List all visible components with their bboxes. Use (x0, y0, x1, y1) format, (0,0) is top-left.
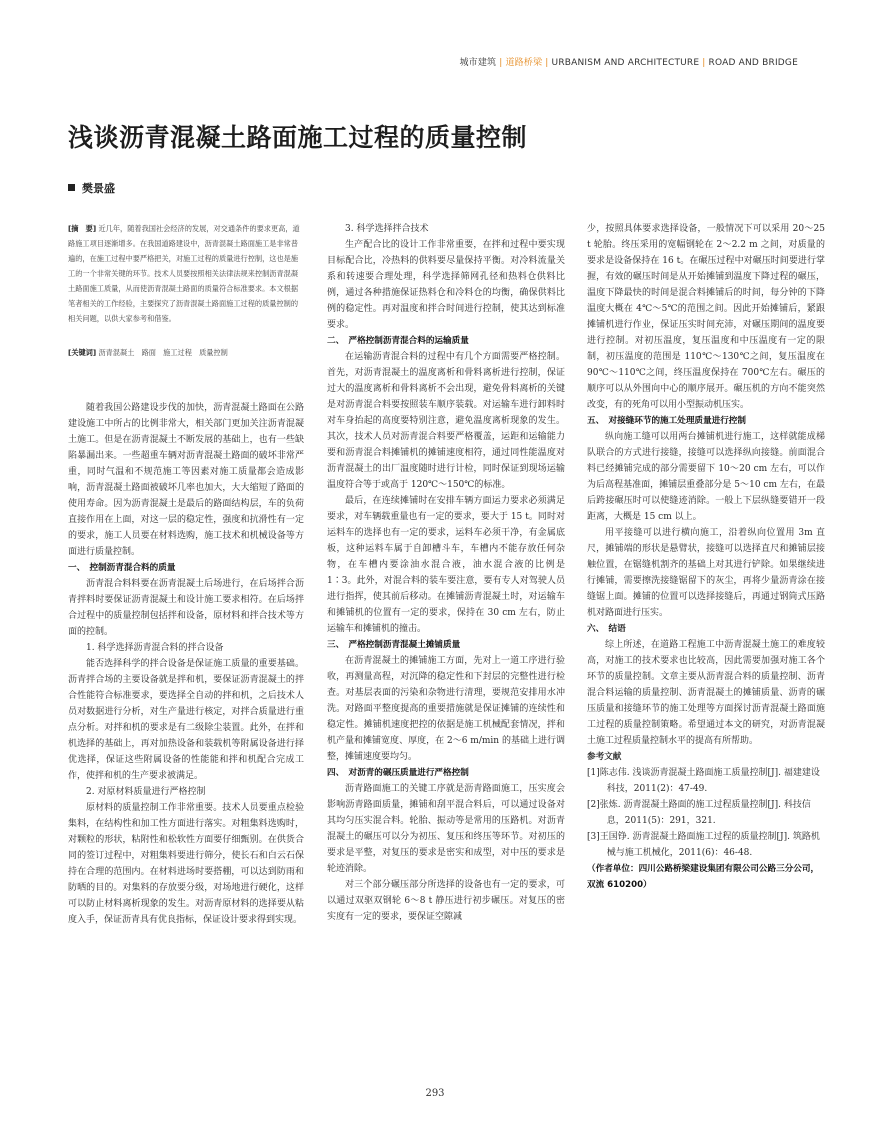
author-line (68, 180, 115, 196)
page-number: 293 (425, 1088, 445, 1099)
subheading-1-2: 2. 对原材料质量进行严格控制 (86, 787, 206, 797)
header-divider: | (499, 58, 503, 68)
paragraph-5a: 纵向施工缝可以用两台摊铺机进行施工，这样就能成梯队联合的方式进行接缝，接缝可以选择纵向接缝。前面混合料已经摊铺完成的部分需要留下 10～20 cm 左右，可以作为后高程基准面，摊铺层重叠部分是 5～10 cm 左右，在最后跨接碾压时可以使缝迹消除。一般上下层纵缝要错开一段距离，大概是 15 cm 以上。 (587, 432, 825, 522)
references-heading: 参考文献 (587, 752, 622, 762)
paragraph-intro: 随着我国公路建设步伐的加快，沥青混凝土路面在公路建设施工中所占的比例非常大，相关部门更加关注沥青混凝土施工。但是在沥青混凝土不断发展的基础上，也有一些缺陷暴漏出来。一些超重车辆对沥青混凝土路面的破坏非常严重，同时气温和不规范施工等因素对施工质量都会造成影响，沥青混凝土路面被破坏几率也加大，大大缩短了路面的使用寿命。因为沥青混凝土是最后的路面结构层，车的负荷直接作用在上面，对这一层的稳定性，强度和抗滑性有一定的要求，施工人员要在材料选购，施工技术和机械设备等方面进行质量控制。 (68, 403, 304, 557)
subheading-1-3: 3. 科学选择拌合技术 (345, 224, 429, 234)
section-heading-3: 三、 严格控制沥青混凝土摊铺质量 (327, 640, 461, 650)
reference-item: [3]王国铮. 沥青混凝土路面施工过程的质量控制[J]. 筑路机械与施工机械化，2011(6)：46-48. (587, 832, 820, 858)
abstract-text: 近几年，随着我国社会经济的发展，对交通条件的要求更高，道路施工项目逐渐增多。在我国道路建设中，沥青混凝土路面施工是非常普遍的，在施工过程中要严格把关，对施工过程的质量进行控制，这也是施工的一个非常关键的环节。技术人员要按照相关法律法规来控制沥青混凝土路面施工质量，从而使沥青混凝土路面的质量符合标准要求。本文根据笔者相关的工作经验，主要探究了沥青混凝土路面施工过程的质量控制的相关问题，以供大家参考和借鉴。 (68, 224, 300, 323)
paragraph-4a: 沥青路面施工的关键工序就是沥青路面施工，压实度会影响沥青路面质量，摊铺和刮平混合料后，可以通过设备对其均匀压实混合料。轮胎、振动等是常用的压路机。对沥青混凝土的碾压可以分为初压、复压和终压等环节。对初压的要求是平整，对复压的要求是密实和成型，对中压的要求是轮迹消除。 (327, 784, 565, 874)
keywords-text: 沥青混凝土 路面 施工过程 质量控制 (98, 348, 228, 357)
header-divider: | (702, 58, 706, 68)
column-1 (68, 221, 304, 928)
paragraph-2a: 在运输沥青混合料的过程中有几个方面需要严格控制。首先，对沥青混凝土的温度离析和骨料离析进行控制，保证过大的温度离析和骨料离析不会出现，避免骨料离析的关键是对沥青混合料要按照装车顺序装载。对运输车进行卸料时对车身抬起的高度要特别注意，避免温度离析现象的发生。其次，技术人员对沥青混合料要严格覆盖，运距和运输能力要和沥青混合料摊铺机的摊铺速度相符，通过同性能温度对沥青混凝土的出厂温度随时进行计检，同时保证到现场运输温度符合等于或高于 120℃～150℃的标准。 (327, 352, 565, 490)
subheading-1-1: 1. 科学选择沥青混合料的拌合设备 (86, 643, 224, 653)
paragraph-4c: 少，按照具体要求选择设备，一般情况下可以采用 20～25 t 轮胎。终压采用的宽幅钢轮在 2～2.2 m 之间，对质量的要求是设备保持在 16 t。在碾压过程中对碾压时间要进行掌握，有效的碾压时间是从开始摊铺到温度下降过程的碾压，温度下降最快的时间是混合料摊铺后的时间，每分钟的下降温度大概在 4℃～5℃的范围之间。因此开始摊铺后，紧跟摊铺机进行作业，保证压实时间充沛，对碾压期间的温度要进行控制。对初压温度，复压温度和中压温度有一定的限制，初压温度的范围是 110℃～130℃之间，复压温度在 90℃～110℃之间，终压温度保持在 700℃左右。碾压的顺序可以从外围向中心的顺序展开。碾压机的方向不能突然改变，有的死角可以用小型振动机压实。 (587, 224, 825, 410)
paragraph-1-3: 生产配合比的设计工作非常重要，在拌和过程中要实现目标配合比，冷热料的供料要尽量保持平衡。对冷料流量关系和转速要合理处理，科学选择筛网孔径和热料仓供料比例，通过各种措施保证热料仓和冷料仓的均衡，确保供料比例的稳定性。再对温度和拌合时间进行控制，使其达到标准要求。 (327, 240, 565, 330)
section-heading-5: 五、 对接缝环节的施工处理质量进行控制 (587, 416, 746, 426)
author-affiliation: （作者单位：四川公路桥梁建设集团有限公司公路三分公司，双流 610200） (587, 864, 820, 890)
keywords-label: [关键词] (68, 348, 97, 357)
section-heading-6: 六、 结语 (587, 624, 626, 634)
column-3 (587, 221, 825, 893)
paragraph-6: 综上所述，在道路工程施工中沥青混凝土施工的难度较高，对施工的技术要求也比较高，因此需要加强对施工各个环节的质量控制。文章主要从沥青混合料的质量控制、沥青混合料运输的质量控制、沥青混凝土的摊铺质量、沥青的碾压质量和接缝环节的施工处理等方面探讨沥青混凝土路面施工过程的质量控制策略。希望通过本文的研究，对沥青混凝土施工过程质量控制水平的提高有所帮助。 (587, 640, 825, 746)
column-2 (327, 221, 565, 925)
header-category: 城市建筑 (459, 58, 497, 68)
paragraph-5b: 用平接缝可以进行横向施工，沿着纵向位置用 3m 直尺，摊铺端的形状是悬臂状，接缝可以选择直尺和摊铺层接触位置，在锯缝机割齐的基础上对其进行铲除。如果继续进行摊铺，需要擦洗接缝锯留下的灰尘，再将少量沥青涂在接缝锯上面。摊铺的位置可以选择接缝后，再通过钢筒式压路机对路面进行压实。 (587, 528, 825, 618)
section-heading-1: 一、 控制沥青混合料的质量 (68, 563, 176, 573)
paragraph-1-1: 能否选择科学的拌合设备是保证施工质量的重要基础。沥青拌合场的主要设备就是拌和机，要保证沥青混凝土的拌合性能符合标准要求，要选择全自动的拌和机，之后技术人员对数据进行分析，对生产量进行核定，对拌合质量进行重点分析。对拌和机的要求是有二级除尘装置。此外，在拌和机选择的基础上，再对加热设备和装载机等附属设备进行择优选择，保证这些附属设备的性能能和拌和机配合完成工作，使拌和机的生产要求被满足。 (68, 659, 304, 781)
paragraph-section-1: 沥青混合料料要在沥青混凝土后场进行，在后场拌合沥青拌料时要保证沥青混凝土和设计施工要求相符。在后场拌合过程中的质量控制包括拌和设备，原材料和拌合技术等方面的控制。 (68, 579, 304, 637)
paragraph-2b: 最后，在连续摊铺时在安排车辆方面运力要求必须满足要求，对车辆载重量也有一定的要求，要大于 15 t。同时对运料车的选择也有一定的要求，运料车必须干净，有金属底板，这种运料车属于自卸槽斗车，车槽内不能存放任何杂物，在车槽内要涂油水混合液，油水混合液的比例是 1∶3。此外，对混合料的装车要注意，要有专人对驾驶人员进行指挥，使其前后移动。在摊铺沥青混凝土时，对运输车和摊铺机的位置有一定的要求，保持在 30 cm 左右，防止运输车和摊铺机的撞击。 (327, 496, 565, 634)
running-header (459, 55, 798, 68)
abstract-label: [摘 要] (68, 224, 97, 233)
reference-item: [1]陈志伟. 浅谈沥青混凝土路面施工质量控制[J]. 福建建设科技，2011(2)：47-49. (587, 768, 820, 794)
header-section-en: ROAD AND BRIDGE (708, 58, 798, 68)
section-heading-2: 二、 严格控制沥青混合料的运输质量 (327, 336, 469, 346)
abstract (68, 221, 304, 326)
square-bullet-icon (68, 184, 75, 191)
header-journal-en: URBANISM AND ARCHITECTURE (551, 58, 700, 68)
author-name: 樊景盛 (82, 182, 115, 195)
header-section: 道路桥梁 (505, 58, 543, 68)
section-heading-4: 四、 对沥青的碾压质量进行严格控制 (327, 768, 469, 778)
paragraph-3: 在沥青混凝土的摊铺施工方面，先对上一道工序进行验收，再测量高程，对沉降的稳定性和下封层的完整性进行检查。对基层表面的污染和杂物进行清理，要规范安排用水冲洗。对路面平整度提高的重要措施就是保证摊铺的连续性和稳定性。摊铺机速度把控的依据是施工机械配套情况，拌和机产量和摊铺宽度、厚度，在 2～6 m/min 的基础上进行调整，摊铺速度要均匀。 (327, 656, 565, 762)
keywords (68, 345, 304, 360)
header-divider: | (545, 58, 549, 68)
paragraph-4b: 对三个部分碾压部分所选择的设备也有一定的要求，可以通过双驱双钢轮 6～8 t 静压进行初步碾压。对复压的密实度有一定的要求，要保证空隙减 (327, 880, 565, 922)
article-title: 浅谈沥青混凝土路面施工过程的质量控制 (68, 123, 528, 152)
reference-item: [2]张炼. 沥青混凝土路面的施工过程质量控制[J]. 科技信息，2011(5)：291，321. (587, 800, 811, 826)
paragraph-1-2: 原材料的质量控制工作非常重要。技术人员要重点检验集料，在结构性和加工性方面进行落实。对粗集料选购时，对颗粒的形状，粘附性和松软性方面要仔细甄别。在供货合同的签订过程中，对粗集料要进行筛分，使长石和白云石保持在合理的范围内。在材料进场时要搭棚，可以达到防雨和防晒的目的。对集料的存放要分级，对场地进行硬化，这样可以防止材料离析现象的发生。对沥青原材料的选择要从粘度入手，保证沥青具有优良指标，保证设计要求得到实现。 (68, 803, 304, 925)
